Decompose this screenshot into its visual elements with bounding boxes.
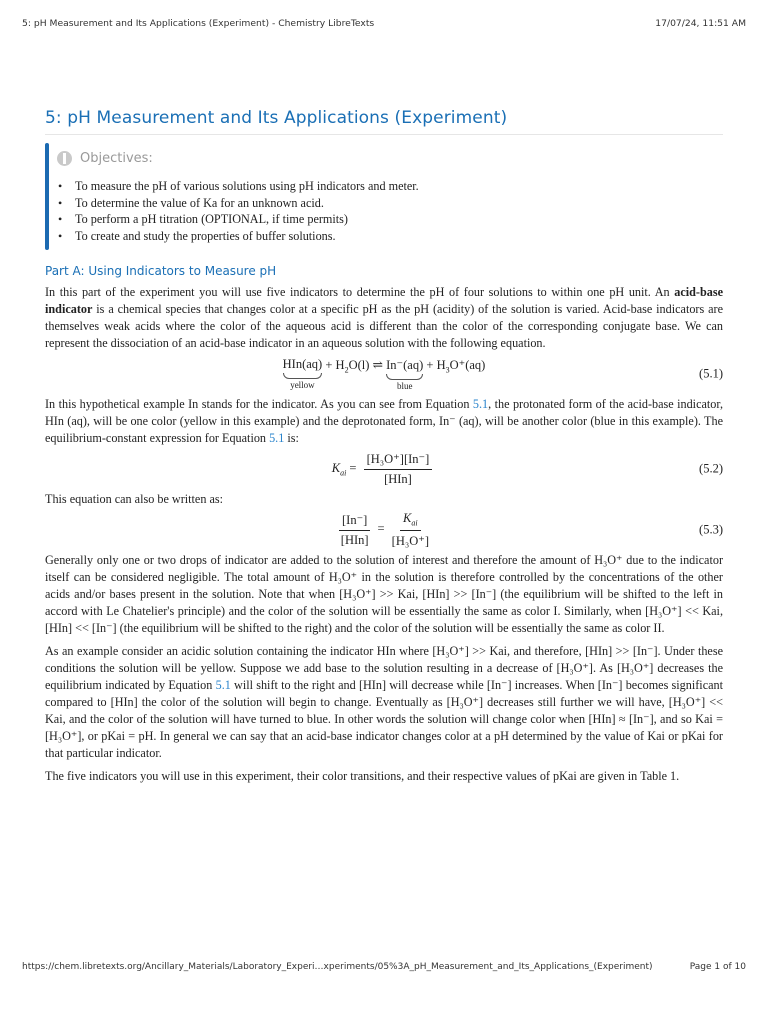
eq-label: yellow xyxy=(290,380,315,390)
paragraph-text: In this part of the experiment you will use five indicators to determine the pH of four solutions to within one pH unit. An xyxy=(45,285,675,299)
paragraph-intro xyxy=(45,284,723,352)
fraction xyxy=(392,511,429,549)
equation-number: (5.3) xyxy=(699,522,723,537)
paragraph-hypothetical xyxy=(45,396,723,447)
eq-term: K xyxy=(331,460,341,475)
eq-label: blue xyxy=(396,381,413,391)
eq-denominator: [HIn] xyxy=(340,533,369,547)
eq-numerator: K xyxy=(403,511,412,526)
paragraph-text: , the protonated form of the acid-base indicator, HIn (aq), will be one color (yellow in this example) and the deprotonated form, In⁻ (aq), will be another color (blue in this example). The equilibrium-constant expression for Equation xyxy=(45,397,723,445)
list-item: • To measure the pH of various solutions using pH indicators and meter. xyxy=(75,178,723,195)
equation-number: (5.2) xyxy=(699,461,723,476)
equation-link[interactable]: 5.1 xyxy=(215,678,231,692)
equation-link[interactable]: 5.1 xyxy=(269,431,285,445)
objectives-box xyxy=(45,143,723,250)
list-item: • To create and study the properties of buffer solutions. xyxy=(75,228,723,245)
objectives-header xyxy=(57,151,723,166)
equation-5-3 xyxy=(45,508,723,552)
paragraph-text: is a chemical species that changes color at a specific pH as the pH (acidity) of the solution is varied. Acid-base indicators are themselves weak acids where the color of the aqueous acid is different than the color of the corresponding conjugate base. We can represent the dissociation of an acid-base indicator in an aqueous solution with the following equation. xyxy=(45,302,723,350)
paragraph-text: In this hypothetical example In stands for the indicator. As you can see from Equation xyxy=(45,397,473,411)
list-item: • To determine the value of Ka for an unknown acid. xyxy=(75,195,723,212)
section-heading-part-a: Part A: Using Indicators to Measure pH xyxy=(45,264,277,278)
print-footer-url: https://chem.libretexts.org/Ancillary_Materials/Laboratory_Experi…xperiments/05%3A_pH_Measurement_and_Its_Applications_(Experiment) xyxy=(22,962,653,972)
objectives-icon xyxy=(57,151,72,166)
paragraph-text: will shift to the right and [HIn] will decrease while [In⁻] increases. When [In⁻] becomes significant compared to [HIn] the color of the solution will begin to change. Eventually as [H₃O⁺] decreases still further we will have, [H₃O⁺] << Kai, and the color of the solution will have turned to blue. In other words the solution will change color when [HIn] ≈ [In⁻], and so Kai = [H₃O⁺], or pKai = pH. In general we can say that an acid-base indicator changes color at a pH determined by the value of Kai or pKai for that particular indicator. xyxy=(45,678,723,760)
eq-term: = xyxy=(374,521,388,536)
article xyxy=(45,108,723,785)
objectives-title: Objectives: xyxy=(80,151,153,166)
eq-term: In⁻(aq) xyxy=(386,358,424,372)
equation-link[interactable]: 5.1 xyxy=(472,397,489,411)
eq-term: HIn(aq) xyxy=(282,357,323,371)
eq-term: O(l) ⇌ xyxy=(348,358,387,372)
objectives-accent-bar xyxy=(45,143,49,250)
list-item: • To perform a pH titration (OPTIONAL, if time permits) xyxy=(75,211,723,228)
paragraph-also-written: This equation can also be written as: xyxy=(45,492,224,506)
eq-numerator: [In⁻] xyxy=(339,512,370,531)
underbrace-in xyxy=(386,357,423,391)
equation-5-1: HIn(aq) yellow + $H_2O(l)$ ⇌ In⁻(aq) blue + $H_3O^+(aq)$ (5.1) xyxy=(282,357,723,391)
print-footer-page: Page 1 of 10 xyxy=(689,962,746,972)
eq-sub: ai xyxy=(340,468,347,478)
page-title: 5: pH Measurement and Its Applications (Experiment) xyxy=(45,108,723,135)
print-header-title: 5: pH Measurement and Its Applications (Experiment) - Chemistry LibreTexts xyxy=(22,18,375,29)
underbrace-hin xyxy=(283,357,323,390)
fraction xyxy=(364,451,433,487)
eq-term: + H xyxy=(423,358,446,372)
eq-numerator: [H₃O⁺][In⁻] xyxy=(364,451,433,470)
eq-denominator: [HIn] xyxy=(384,472,412,486)
equation-number: (5.1) xyxy=(699,366,723,381)
eq-term: + H xyxy=(322,358,345,372)
print-footer xyxy=(22,962,746,972)
paragraph-five-indicators: The five indicators you will use in this experiment, their color transitions, and their respective values of pKai are given in Table 1. xyxy=(45,769,680,783)
print-header-datetime: 17/07/24, 11:51 AM xyxy=(655,18,746,29)
objectives-list xyxy=(75,178,723,244)
paragraph-example xyxy=(45,643,723,762)
eq-denominator: [H₃O⁺] xyxy=(391,533,429,548)
equation-5-2 xyxy=(45,447,723,491)
bold-term: acid-base indicator xyxy=(45,285,723,316)
eq-term: = xyxy=(346,460,360,475)
paragraph-text: As an example consider an acidic solution containing the indicator HIn where [H₃O⁺] >> Kai, and therefore, [HIn] >> [In⁻]. Under these conditions the solution will be yellow. Suppose we add base to the solution resulting in a decrease of [H₃O⁺]. As [H₃O⁺] decreases the equilibrium indicated by Equation xyxy=(45,644,723,692)
eq-term: O⁺(aq) xyxy=(449,358,486,372)
print-header xyxy=(22,18,746,29)
paragraph-text: is: xyxy=(284,431,299,445)
eq-sub: ai xyxy=(411,518,418,528)
fraction xyxy=(339,512,370,548)
paragraph-generally: Generally only one or two drops of indicator are added to the solution of interest and therefore the amount of H₃O⁺ due to the indicator itself can be considered negligible. The total amount of H₃O⁺ in the solution is therefore controlled by the concentrations of the other acids and/or bases present in the solution. Note that when [H₃O⁺] >> Kai, [HIn] >> [In⁻] (the equilibrium will be shifted to the left in accord with Le Chatelier's principle) and the color of the solution will be essentially the same as color I. Similarly, when [H₃O⁺] << Kai, [HIn] << [In⁻] (the equilibrium will be shifted to the right) and the color of the solution will be essentially the same as color II. xyxy=(45,553,723,635)
